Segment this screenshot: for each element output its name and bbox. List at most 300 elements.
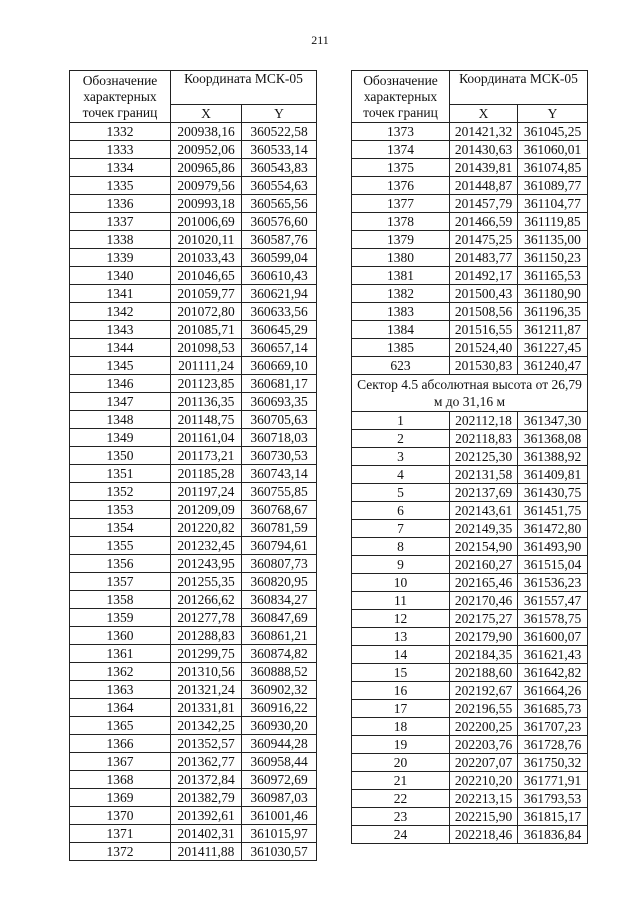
x-coordinate-cell: 201232,45 [171,537,242,555]
point-number-cell: 1337 [70,213,171,231]
point-number-cell: 1347 [70,393,171,411]
column-header-coordinate: Координата МСК-05 [450,71,588,105]
table-row [352,700,588,718]
x-coordinate-cell: 201243,95 [171,555,242,573]
x-coordinate-cell: 201321,24 [171,681,242,699]
table-row [352,357,588,375]
point-number-cell: 13 [352,628,450,646]
y-coordinate-cell: 360861,21 [242,627,317,645]
table-row [70,321,317,339]
point-number-cell: 2 [352,430,450,448]
x-coordinate-cell: 202196,55 [450,700,518,718]
table-row [70,591,317,609]
table-row [70,555,317,573]
table-row [70,681,317,699]
point-number-cell: 1344 [70,339,171,357]
point-number-cell: 16 [352,682,450,700]
x-coordinate-cell: 201033,43 [171,249,242,267]
x-coordinate-cell: 202112,18 [450,412,518,430]
point-number-cell: 24 [352,826,450,844]
y-coordinate-cell: 360834,27 [242,591,317,609]
x-coordinate-cell: 200952,06 [171,141,242,159]
y-coordinate-cell: 360888,52 [242,663,317,681]
point-number-cell: 1384 [352,321,450,339]
point-number-cell: 1336 [70,195,171,213]
point-number-cell: 1377 [352,195,450,213]
x-coordinate-cell: 202160,27 [450,556,518,574]
table-row [70,465,317,483]
x-coordinate-cell: 202184,35 [450,646,518,664]
x-coordinate-cell: 201530,83 [450,357,518,375]
y-coordinate-cell: 360599,04 [242,249,317,267]
x-coordinate-cell: 202200,25 [450,718,518,736]
point-number-cell: 11 [352,592,450,610]
table-row [70,357,317,375]
x-coordinate-cell: 201266,62 [171,591,242,609]
table-row [352,718,588,736]
y-coordinate-cell: 361472,80 [518,520,588,538]
y-coordinate-cell: 361368,08 [518,430,588,448]
table-row [70,303,317,321]
point-number-cell: 8 [352,538,450,556]
point-number-cell: 18 [352,718,450,736]
y-coordinate-cell: 360958,44 [242,753,317,771]
x-coordinate-cell: 200938,16 [171,123,242,141]
x-coordinate-cell: 200965,86 [171,159,242,177]
x-coordinate-cell: 201006,69 [171,213,242,231]
y-coordinate-cell: 361104,77 [518,195,588,213]
x-coordinate-cell: 201516,55 [450,321,518,339]
x-coordinate-cell: 202118,83 [450,430,518,448]
y-coordinate-cell: 360633,56 [242,303,317,321]
point-number-cell: 1332 [70,123,171,141]
table-row [70,699,317,717]
point-number-cell: 1350 [70,447,171,465]
y-coordinate-cell: 360565,56 [242,195,317,213]
x-coordinate-cell: 201161,04 [171,429,242,447]
point-number-cell: 1381 [352,267,450,285]
table-row [70,393,317,411]
y-coordinate-cell: 361150,23 [518,249,588,267]
y-coordinate-cell: 360820,95 [242,573,317,591]
y-coordinate-cell: 360768,67 [242,501,317,519]
y-coordinate-cell: 361750,32 [518,754,588,772]
y-coordinate-cell: 361707,23 [518,718,588,736]
table-row [352,466,588,484]
point-number-cell: 1357 [70,573,171,591]
point-number-cell: 1349 [70,429,171,447]
table-row [70,141,317,159]
table-row [352,736,588,754]
point-number-cell: 1373 [352,123,450,141]
x-coordinate-cell: 202213,15 [450,790,518,808]
table-row [352,772,588,790]
table-row [70,177,317,195]
y-coordinate-cell: 360916,22 [242,699,317,717]
x-coordinate-cell: 201173,21 [171,447,242,465]
y-coordinate-cell: 361196,35 [518,303,588,321]
x-coordinate-cell: 201466,59 [450,213,518,231]
y-coordinate-cell: 361578,75 [518,610,588,628]
x-coordinate-cell: 201352,57 [171,735,242,753]
x-coordinate-cell: 202210,20 [450,772,518,790]
y-coordinate-cell: 360705,63 [242,411,317,429]
table-row [352,808,588,826]
x-coordinate-cell: 201255,35 [171,573,242,591]
table-row [70,807,317,825]
header-row [70,71,317,105]
y-coordinate-cell: 360669,10 [242,357,317,375]
table-row [70,627,317,645]
x-coordinate-cell: 202149,35 [450,520,518,538]
x-coordinate-cell: 201331,81 [171,699,242,717]
y-coordinate-cell: 360522,58 [242,123,317,141]
table-row [352,339,588,357]
point-number-cell: 14 [352,646,450,664]
table-row [352,412,588,430]
x-coordinate-cell: 201085,71 [171,321,242,339]
x-coordinate-cell: 201148,75 [171,411,242,429]
y-coordinate-cell: 361074,85 [518,159,588,177]
x-coordinate-cell: 201136,35 [171,393,242,411]
x-coordinate-cell: 202175,27 [450,610,518,628]
y-coordinate-cell: 361240,47 [518,357,588,375]
point-number-cell: 1358 [70,591,171,609]
table-row [70,717,317,735]
point-number-cell: 1385 [352,339,450,357]
x-coordinate-cell: 200979,56 [171,177,242,195]
point-number-cell: 1364 [70,699,171,717]
point-number-cell: 1340 [70,267,171,285]
y-coordinate-cell: 360645,29 [242,321,317,339]
y-coordinate-cell: 360693,35 [242,393,317,411]
table-row [352,303,588,321]
header-row [352,71,588,105]
table-row [352,285,588,303]
point-number-cell: 1372 [70,843,171,861]
x-coordinate-cell: 201448,87 [450,177,518,195]
x-coordinate-cell: 202188,60 [450,664,518,682]
point-number-cell: 12 [352,610,450,628]
point-number-cell: 15 [352,664,450,682]
table-row [352,682,588,700]
y-coordinate-cell: 360543,83 [242,159,317,177]
table-row [352,592,588,610]
column-header-y: Y [518,105,588,123]
y-coordinate-cell: 361815,17 [518,808,588,826]
point-number-cell: 1369 [70,789,171,807]
x-coordinate-cell: 201411,88 [171,843,242,861]
table-row [352,213,588,231]
coordinates-table-right [351,70,588,844]
table-row [352,231,588,249]
y-coordinate-cell: 361836,84 [518,826,588,844]
y-coordinate-cell: 361557,47 [518,592,588,610]
point-number-cell: 1375 [352,159,450,177]
point-number-cell: 21 [352,772,450,790]
x-coordinate-cell: 201072,80 [171,303,242,321]
y-coordinate-cell: 360807,73 [242,555,317,573]
point-number-cell: 1338 [70,231,171,249]
point-number-cell: 5 [352,484,450,502]
table-row [70,645,317,663]
point-number-cell: 23 [352,808,450,826]
table-row [352,628,588,646]
point-number-cell: 22 [352,790,450,808]
table-row [352,430,588,448]
x-coordinate-cell: 201492,17 [450,267,518,285]
y-coordinate-cell: 361089,77 [518,177,588,195]
column-header-y: Y [242,105,317,123]
y-coordinate-cell: 361685,73 [518,700,588,718]
point-number-cell: 20 [352,754,450,772]
x-coordinate-cell: 202218,46 [450,826,518,844]
point-number-cell: 1345 [70,357,171,375]
point-number-cell: 1363 [70,681,171,699]
table-row [352,790,588,808]
table-row [352,321,588,339]
table-row [70,753,317,771]
table-row [352,646,588,664]
y-coordinate-cell: 361180,90 [518,285,588,303]
table-row [70,267,317,285]
y-coordinate-cell: 361771,91 [518,772,588,790]
x-coordinate-cell: 202131,58 [450,466,518,484]
x-coordinate-cell: 201020,11 [171,231,242,249]
table-row [352,141,588,159]
x-coordinate-cell: 202192,67 [450,682,518,700]
point-number-cell: 1366 [70,735,171,753]
point-number-cell: 1 [352,412,450,430]
point-number-cell: 1356 [70,555,171,573]
table-row [70,843,317,861]
table-row [70,519,317,537]
table-row [70,789,317,807]
table-row [70,195,317,213]
point-number-cell: 6 [352,502,450,520]
x-coordinate-cell: 201439,81 [450,159,518,177]
table-row [352,574,588,592]
y-coordinate-cell: 361388,92 [518,448,588,466]
x-coordinate-cell: 202179,90 [450,628,518,646]
column-header-coordinate: Координата МСК-05 [171,71,317,105]
y-coordinate-cell: 361119,85 [518,213,588,231]
x-coordinate-cell: 202215,90 [450,808,518,826]
point-number-cell: 1351 [70,465,171,483]
y-coordinate-cell: 361347,30 [518,412,588,430]
x-coordinate-cell: 201430,63 [450,141,518,159]
y-coordinate-cell: 361135,00 [518,231,588,249]
y-coordinate-cell: 360930,20 [242,717,317,735]
point-number-cell: 1368 [70,771,171,789]
y-coordinate-cell: 361451,75 [518,502,588,520]
y-coordinate-cell: 360972,69 [242,771,317,789]
sector-row [352,375,588,412]
point-number-cell: 1359 [70,609,171,627]
point-number-cell: 1346 [70,375,171,393]
table-row [70,285,317,303]
y-coordinate-cell: 360718,03 [242,429,317,447]
point-number-cell: 1379 [352,231,450,249]
y-coordinate-cell: 361227,45 [518,339,588,357]
y-coordinate-cell: 360657,14 [242,339,317,357]
x-coordinate-cell: 201123,85 [171,375,242,393]
table-row [352,159,588,177]
table-row [70,213,317,231]
y-coordinate-cell: 360554,63 [242,177,317,195]
point-number-cell: 1339 [70,249,171,267]
point-number-cell: 1374 [352,141,450,159]
y-coordinate-cell: 360587,76 [242,231,317,249]
table-row [352,123,588,141]
table-row [70,447,317,465]
table-row [70,411,317,429]
point-number-cell: 1352 [70,483,171,501]
table-row [352,754,588,772]
point-number-cell: 1342 [70,303,171,321]
point-number-cell: 9 [352,556,450,574]
x-coordinate-cell: 202207,07 [450,754,518,772]
point-number-cell: 1341 [70,285,171,303]
y-coordinate-cell: 360794,61 [242,537,317,555]
x-coordinate-cell: 201483,77 [450,249,518,267]
y-coordinate-cell: 361793,53 [518,790,588,808]
table-row [352,664,588,682]
point-number-cell: 1380 [352,249,450,267]
x-coordinate-cell: 201500,43 [450,285,518,303]
table-row [352,502,588,520]
point-number-cell: 7 [352,520,450,538]
x-coordinate-cell: 201392,61 [171,807,242,825]
point-number-cell: 17 [352,700,450,718]
x-coordinate-cell: 201197,24 [171,483,242,501]
y-coordinate-cell: 361045,25 [518,123,588,141]
point-number-cell: 1354 [70,519,171,537]
y-coordinate-cell: 361430,75 [518,484,588,502]
x-coordinate-cell: 201220,82 [171,519,242,537]
point-number-cell: 10 [352,574,450,592]
table-row [70,663,317,681]
point-number-cell: 1362 [70,663,171,681]
table-row [70,735,317,753]
x-coordinate-cell: 201277,78 [171,609,242,627]
point-number-cell: 1348 [70,411,171,429]
x-coordinate-cell: 202170,46 [450,592,518,610]
point-number-cell: 1378 [352,213,450,231]
y-coordinate-cell: 360610,43 [242,267,317,285]
y-coordinate-cell: 361493,90 [518,538,588,556]
table-row [70,159,317,177]
x-coordinate-cell: 201342,25 [171,717,242,735]
point-number-cell: 1333 [70,141,171,159]
y-coordinate-cell: 360874,82 [242,645,317,663]
table-row [70,123,317,141]
x-coordinate-cell: 201209,09 [171,501,242,519]
point-number-cell: 1365 [70,717,171,735]
y-coordinate-cell: 360681,17 [242,375,317,393]
y-coordinate-cell: 360944,28 [242,735,317,753]
table-row [352,538,588,556]
y-coordinate-cell: 360987,03 [242,789,317,807]
y-coordinate-cell: 360730,53 [242,447,317,465]
x-coordinate-cell: 201046,65 [171,267,242,285]
point-number-cell: 1361 [70,645,171,663]
y-coordinate-cell: 361060,01 [518,141,588,159]
y-coordinate-cell: 360755,85 [242,483,317,501]
point-number-cell: 1353 [70,501,171,519]
table-row [70,429,317,447]
column-header-name: Обозначение характерных точек границ [70,71,171,123]
x-coordinate-cell: 201457,79 [450,195,518,213]
x-coordinate-cell: 202125,30 [450,448,518,466]
table-row [70,573,317,591]
coordinates-table-left [69,70,317,861]
table-row [70,825,317,843]
x-coordinate-cell: 201382,79 [171,789,242,807]
y-coordinate-cell: 360743,14 [242,465,317,483]
table-row [352,448,588,466]
y-coordinate-cell: 361728,76 [518,736,588,754]
y-coordinate-cell: 360621,94 [242,285,317,303]
table-row [352,249,588,267]
x-coordinate-cell: 201185,28 [171,465,242,483]
y-coordinate-cell: 361211,87 [518,321,588,339]
point-number-cell: 3 [352,448,450,466]
y-coordinate-cell: 361015,97 [242,825,317,843]
point-number-cell: 1334 [70,159,171,177]
point-number-cell: 1371 [70,825,171,843]
table-row [70,375,317,393]
y-coordinate-cell: 361409,81 [518,466,588,484]
y-coordinate-cell: 361536,23 [518,574,588,592]
x-coordinate-cell: 201111,24 [171,357,242,375]
x-coordinate-cell: 201421,32 [450,123,518,141]
point-number-cell: 1370 [70,807,171,825]
y-coordinate-cell: 361515,04 [518,556,588,574]
point-number-cell: 1360 [70,627,171,645]
point-number-cell: 1355 [70,537,171,555]
x-coordinate-cell: 200993,18 [171,195,242,213]
y-coordinate-cell: 361600,07 [518,628,588,646]
y-coordinate-cell: 360533,14 [242,141,317,159]
y-coordinate-cell: 361001,46 [242,807,317,825]
table-row [70,249,317,267]
table-row [352,195,588,213]
point-number-cell: 1376 [352,177,450,195]
x-coordinate-cell: 202165,46 [450,574,518,592]
table-row [70,483,317,501]
table-row [70,609,317,627]
point-number-cell: 1382 [352,285,450,303]
y-coordinate-cell: 361030,57 [242,843,317,861]
table-row [352,556,588,574]
table-row [70,501,317,519]
x-coordinate-cell: 201524,40 [450,339,518,357]
table-row [70,537,317,555]
table-row [352,826,588,844]
x-coordinate-cell: 201098,53 [171,339,242,357]
point-number-cell: 1383 [352,303,450,321]
x-coordinate-cell: 201288,83 [171,627,242,645]
table-row [352,484,588,502]
x-coordinate-cell: 201362,77 [171,753,242,771]
page-number: 211 [311,33,329,47]
y-coordinate-cell: 360781,59 [242,519,317,537]
x-coordinate-cell: 201372,84 [171,771,242,789]
y-coordinate-cell: 360847,69 [242,609,317,627]
table-row [352,177,588,195]
table-row [352,610,588,628]
